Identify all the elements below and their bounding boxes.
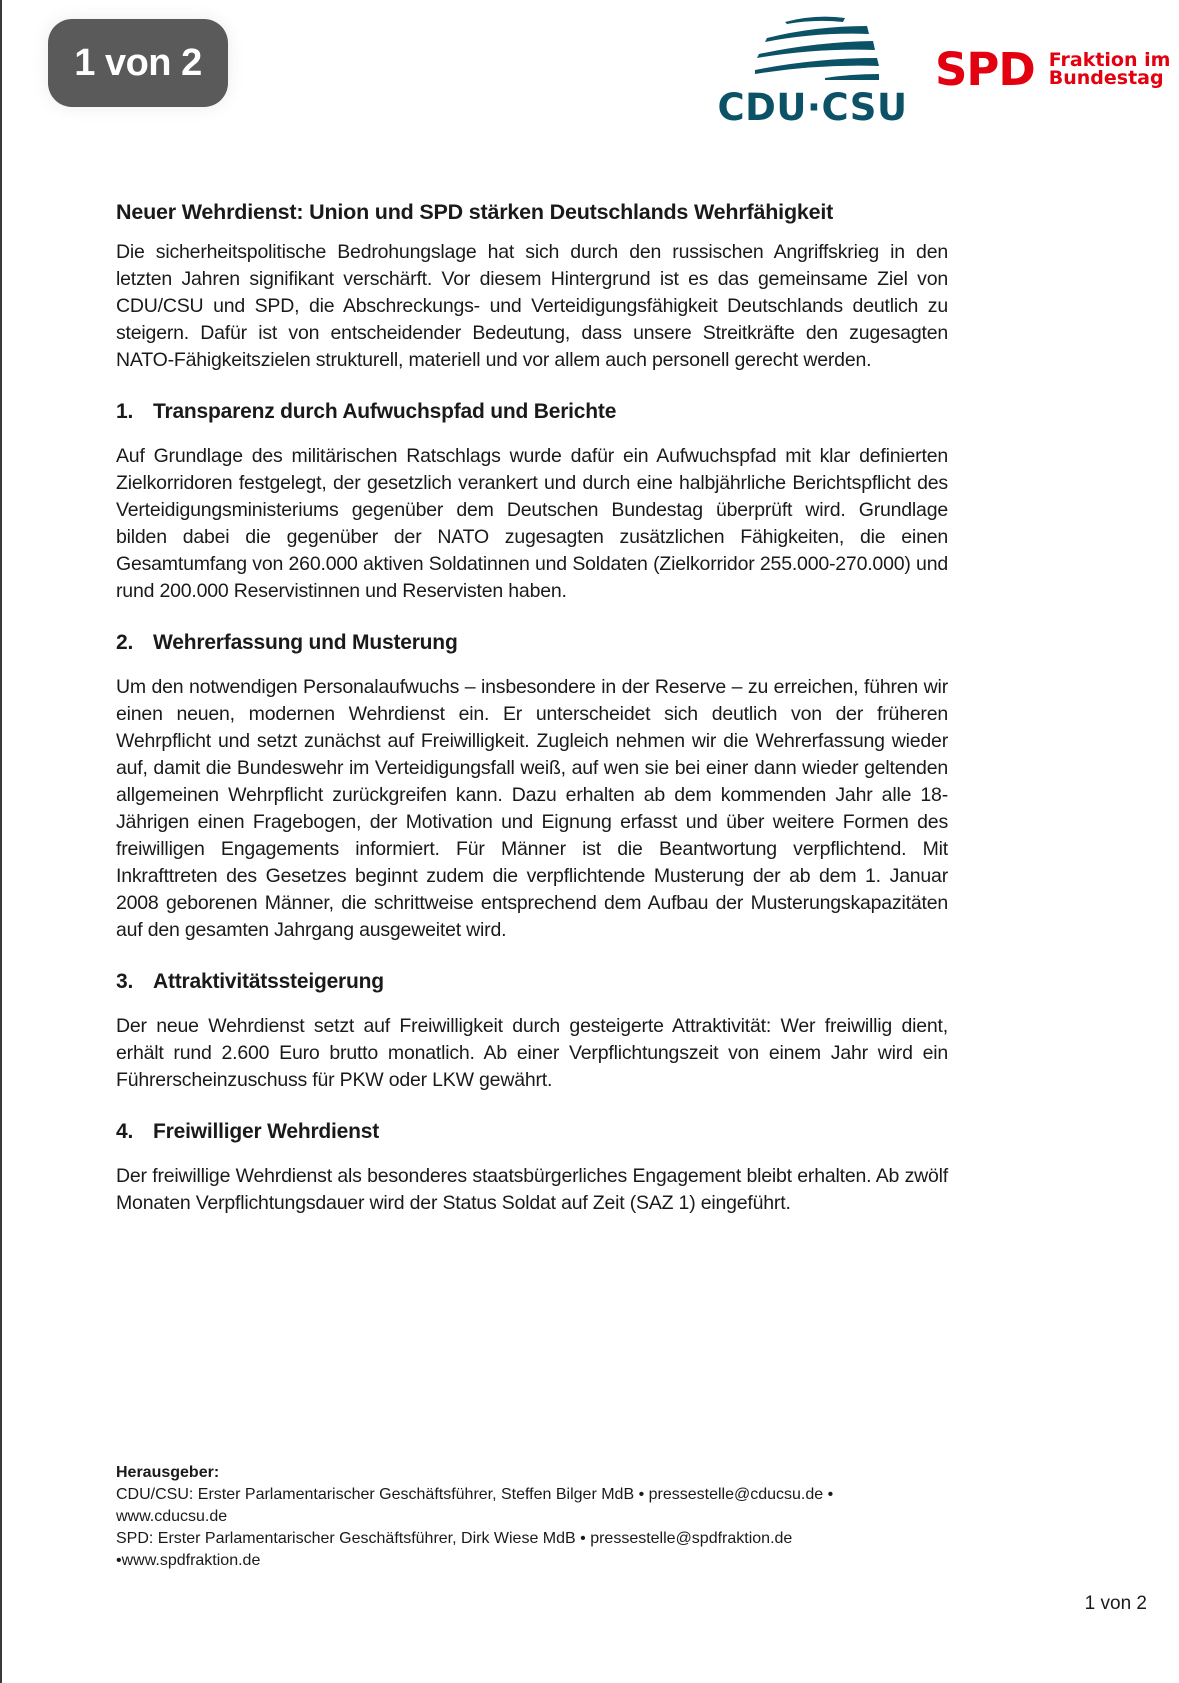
document-title: Neuer Wehrdienst: Union und SPD stärken Deutschlands Wehrfähigkeit	[116, 200, 834, 224]
section-title: Freiwilliger Wehrdienst	[153, 1120, 380, 1143]
page-indicator-badge	[48, 19, 228, 107]
spd-fraktion-logo	[935, 44, 1170, 94]
footer-link-spd[interactable]: •www.spdfraktion.de	[116, 1552, 261, 1569]
page-number: 1 von 2	[1084, 1593, 1147, 1614]
cdu-csu-wordmark: CDU·CSU	[717, 86, 908, 129]
section-heading-1	[116, 398, 948, 426]
cdu-csu-swoosh-icon	[755, 14, 885, 80]
section-title: Attraktivitätssteigerung	[153, 970, 384, 993]
section-body-3: Der neue Wehrdienst setzt auf Freiwilligkeit durch gesteigerte Attraktivität: Wer freiwillig dient, erhält rund 2.600 Euro brutto monatlich. Ab einer Verpflichtungszeit von einem Jahr wird ein Führerscheinzuschuss für PKW oder LKW gewährt.	[116, 1015, 948, 1091]
spd-subtitle-line2: Bundestag	[1048, 67, 1164, 89]
cdu-csu-logo	[715, 14, 910, 129]
section-number: 4.	[116, 1120, 134, 1143]
spd-wordmark: SPD	[935, 42, 1035, 96]
footer-line-cducsu: CDU/CSU: Erster Parlamentarischer Geschäftsführer, Steffen Bilger MdB • pressestelle@cducsu.de •	[116, 1486, 834, 1503]
section-title: Transparenz durch Aufwuchspfad und Berichte	[153, 400, 617, 423]
section-heading-3	[116, 968, 948, 996]
section-number: 1.	[116, 400, 134, 423]
footer-heading: Herausgeber:	[116, 1464, 220, 1481]
section-number: 2.	[116, 631, 134, 654]
document-body	[116, 198, 948, 1217]
section-heading-4	[116, 1118, 948, 1146]
spd-subtitle	[1049, 51, 1171, 87]
viewer-left-edge	[0, 0, 2, 1683]
section-body-2: Um den notwendigen Personalaufwuchs – insbesondere in der Reserve – zu erreichen, führen wir einen neuen, modernen Wehrdienst ein. Er unterscheidet sich deutlich von der früheren Wehrpflicht und setzt zunächst auf Freiwilligkeit. Zugleich nehmen wir die Wehrerfassung wieder auf, damit die Bundeswehr im Verteidigungsfall weiß, auf wen sie bei einer dann wieder geltenden allgemeinen Wehrpflicht zurückgreifen kann. Dazu erhalten ab dem kommenden Jahr alle 18-Jährigen einen Fragebogen, der Motivation und Eignung erfasst und über weitere Formen des freiwilligen Engagements informiert. Für Männer ist die Beantwortung verpflichtend. Mit Inkrafttreten des Gesetzes beginnt zudem die verpflichtende Musterung der ab dem 1. Januar 2008 geborenen Männer, die schrittweise entsprechend dem Aufbau der Musterungskapazitäten auf den gesamten Jahrgang ausgeweitet wird.	[116, 676, 948, 941]
section-title: Wehrerfassung und Musterung	[153, 631, 458, 654]
section-number: 3.	[116, 970, 134, 993]
publisher-footer	[116, 1462, 1016, 1572]
intro-paragraph: Die sicherheitspolitische Bedrohungslage hat sich durch den russischen Angriffskrieg in den letzten Jahren signifikant verschärft. Vor diesem Hintergrund ist es das gemeinsame Ziel von CDU/CSU und SPD, die Abschreckungs- und Verteidigungsfähigkeit Deutschlands deutlich zu steigern. Dafür ist von entscheidender Bedeutung, dass unsere Streitkräfte den zugesagten NATO-Fähigkeitszielen strukturell, materiell und vor allem auch personell gerecht werden.	[116, 241, 948, 371]
section-body-1: Auf Grundlage des militärischen Ratschlags wurde dafür ein Aufwuchspfad mit klar definierten Zielkorridoren festgelegt, der gesetzlich verankert und durch eine halbjährliche Berichtspflicht des Verteidigungsministeriums gegenüber dem Deutschen Bundestag überprüft wird. Grundlage bilden dabei die gegenüber der NATO zugesagten zusätzlichen Fähigkeiten, die einen Gesamtumfang von 260.000 aktiven Soldatinnen und Soldaten (Zielkorridor 255.000-270.000) und rund 200.000 Reservistinnen und Reservisten haben.	[116, 445, 948, 602]
page-indicator-text: 1 von 2	[74, 41, 202, 84]
section-body-4: Der freiwillige Wehrdienst als besonderes staatsbürgerliches Engagement bleibt erhalten. Ab zwölf Monaten Verpflichtungsdauer wird der Status Soldat auf Zeit (SAZ 1) eingeführt.	[116, 1165, 948, 1214]
spd-subtitle-line1: Fraktion im	[1048, 49, 1171, 71]
footer-line-spd: SPD: Erster Parlamentarischer Geschäftsführer, Dirk Wiese MdB • pressestelle@spdfraktion.de	[116, 1530, 793, 1547]
section-heading-2	[116, 629, 948, 657]
footer-link-cducsu[interactable]: www.cducsu.de	[116, 1508, 228, 1525]
